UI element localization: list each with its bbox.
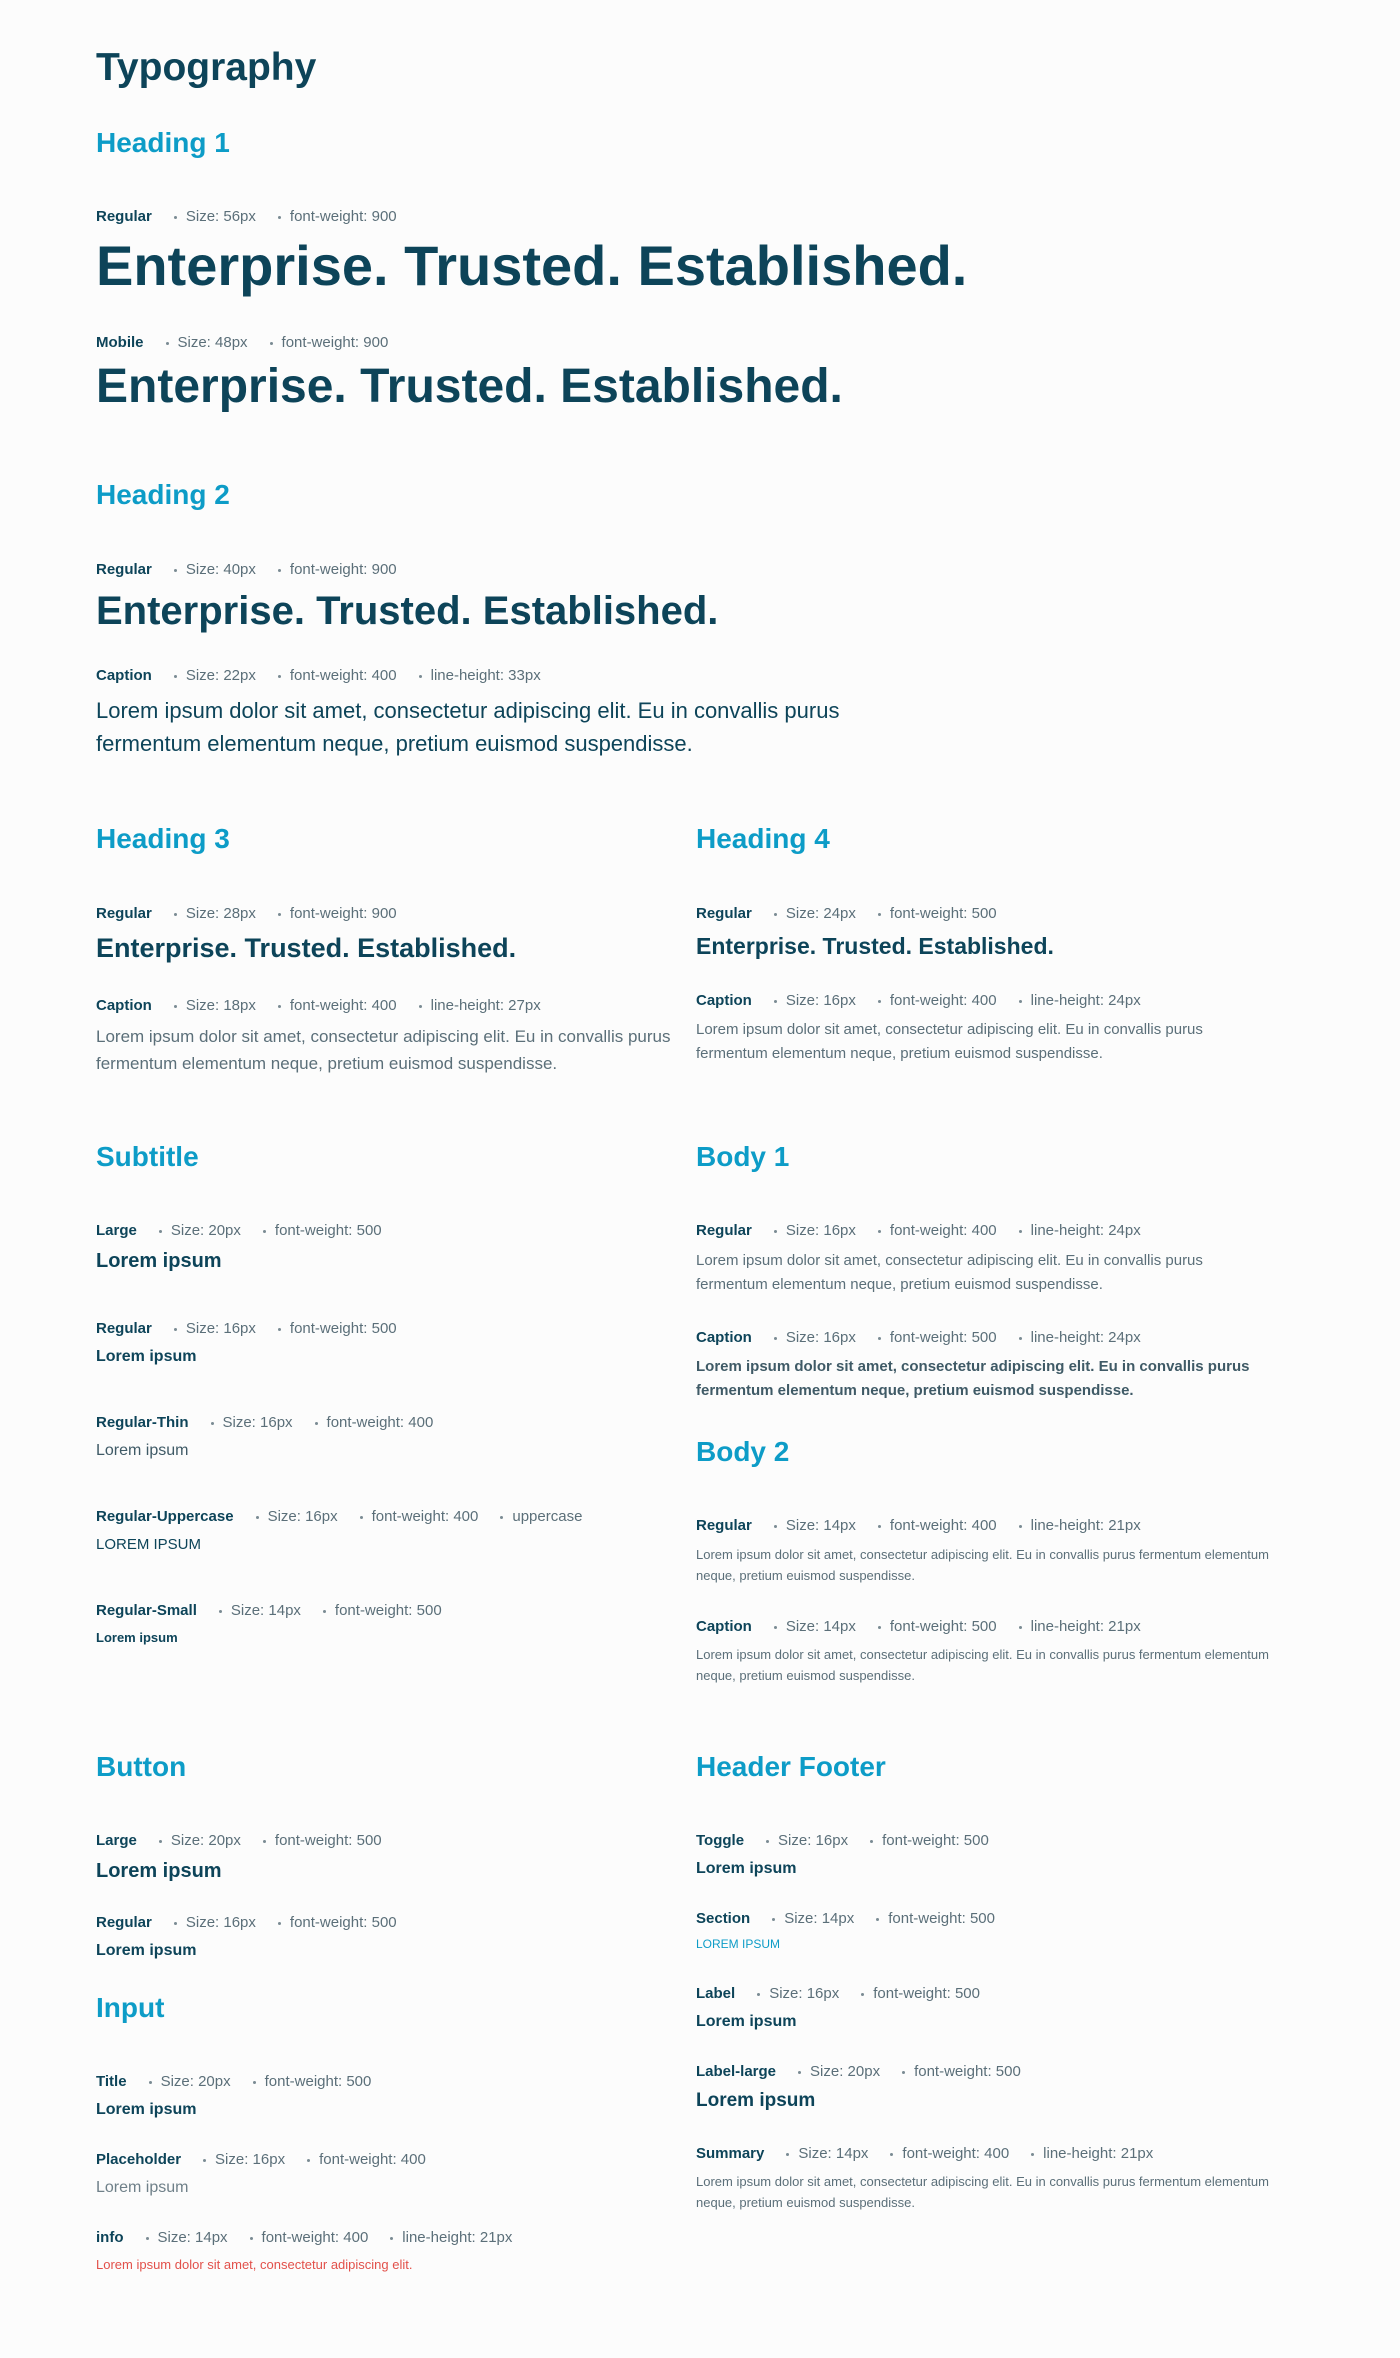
body2-regular-spec <box>696 1517 1163 1534</box>
subtitle-regular-spec <box>96 1320 419 1337</box>
subtitle-thin-sample: Lorem ipsum <box>96 1442 189 1459</box>
hf-section-sample: LOREM IPSUM <box>696 1937 781 1951</box>
spec-size: Size: 48px <box>166 334 248 351</box>
spec-label: Caption <box>96 997 152 1014</box>
h3-regular-spec <box>96 905 419 922</box>
spec-line-height: line-height: 24px <box>1019 1222 1141 1239</box>
spec-size: Size: 40px <box>174 561 256 578</box>
spec-label: Regular <box>96 1320 152 1337</box>
body-2-title: Body 2 <box>696 1436 790 1467</box>
spec-size: Size: 18px <box>174 997 256 1014</box>
spec-label: Large <box>96 1832 137 1849</box>
spec-label: Placeholder <box>96 2151 182 2168</box>
hf-toggle-spec <box>696 1832 1011 1849</box>
spec-weight: font-weight: 400 <box>278 997 397 1014</box>
h1-regular-spec <box>96 208 419 225</box>
spec-label: Regular <box>696 1517 752 1534</box>
body2-caption-spec <box>696 1618 1163 1635</box>
spec-size: Size: 24px <box>774 905 856 922</box>
spec-size: Size: 20px <box>159 1832 241 1849</box>
subtitle-large-sample: Lorem ipsum <box>96 1250 222 1272</box>
hf-summary-sample: Lorem ipsum dolor sit amet, consectetur adipiscing elit. Eu in convallis purus fermentum elementum neque, pretium euismod suspendisse. <box>696 2174 1269 2210</box>
spec-weight: font-weight: 400 <box>878 1517 997 1534</box>
spec-label: Caption <box>96 667 152 684</box>
spec-label: Regular-Small <box>96 1602 197 1619</box>
body2-regular-sample: Lorem ipsum dolor sit amet, consectetur adipiscing elit. Eu in convallis purus fermentum elementum neque, pretium euismod suspendisse. <box>696 1547 1269 1583</box>
spec-line-height: line-height: 33px <box>419 667 541 684</box>
spec-size: Size: 20px <box>149 2073 231 2090</box>
body1-caption-sample: Lorem ipsum dolor sit amet, consectetur adipiscing elit. Eu in convallis purus fermentum elementum neque, pretium euismod suspendisse. <box>696 1358 1250 1399</box>
subtitle-regular-sample: Lorem ipsum <box>96 1348 197 1365</box>
input-info-sample: Lorem ipsum dolor sit amet, consectetur adipiscing elit. <box>96 2257 413 2272</box>
heading-2-title: Heading 2 <box>96 479 230 510</box>
spec-weight: font-weight: 400 <box>307 2151 426 2168</box>
spec-label: Title <box>96 2073 127 2090</box>
spec-weight: font-weight: 400 <box>360 1508 479 1525</box>
h4-caption-spec <box>696 992 1163 1009</box>
subtitle-title: Subtitle <box>96 1141 199 1172</box>
spec-label: Caption <box>696 1618 752 1635</box>
spec-weight: font-weight: 500 <box>263 1222 382 1239</box>
spec-label: Regular-Thin <box>96 1414 189 1431</box>
spec-size: Size: 14px <box>774 1517 856 1534</box>
input-title-sample: Lorem ipsum <box>96 2101 197 2118</box>
input-placeholder-spec <box>96 2151 448 2168</box>
h4-regular-sample: Enterprise. Trusted. Established. <box>696 933 1054 959</box>
spec-weight: font-weight: 900 <box>278 905 397 922</box>
spec-label: Regular <box>96 561 152 578</box>
spec-line-height: line-height: 24px <box>1019 1329 1141 1346</box>
spec-size: Size: 20px <box>798 2063 880 2080</box>
spec-line-height: line-height: 21px <box>1031 2145 1153 2162</box>
spec-line-height: line-height: 27px <box>419 997 541 1014</box>
spec-size: Size: 16px <box>774 1222 856 1239</box>
h3-caption-spec <box>96 997 563 1014</box>
spec-weight: font-weight: 500 <box>878 905 997 922</box>
spec-weight: font-weight: 500 <box>263 1832 382 1849</box>
spec-weight: font-weight: 500 <box>878 1618 997 1635</box>
spec-label: Regular <box>96 905 152 922</box>
spec-weight: font-weight: 500 <box>323 1602 442 1619</box>
subtitle-uppercase-spec <box>96 1508 604 1525</box>
spec-label: Regular <box>696 905 752 922</box>
spec-size: Size: 56px <box>174 208 256 225</box>
spec-label: Regular-Uppercase <box>96 1508 234 1525</box>
subtitle-uppercase-sample: LOREM IPSUM <box>96 1536 202 1553</box>
h2-regular-spec <box>96 561 419 578</box>
spec-size: Size: 14px <box>786 2145 868 2162</box>
spec-weight: font-weight: 900 <box>270 334 389 351</box>
button-regular-spec <box>96 1914 419 1931</box>
spec-size: Size: 16px <box>774 1329 856 1346</box>
spec-weight: font-weight: 500 <box>278 1320 397 1337</box>
hf-section-spec <box>696 1910 1017 1927</box>
spec-label: Large <box>96 1222 137 1239</box>
hf-toggle-sample: Lorem ipsum <box>696 1860 797 1877</box>
subtitle-thin-spec <box>96 1414 455 1431</box>
heading-3-title: Heading 3 <box>96 823 230 854</box>
spec-weight: font-weight: 500 <box>861 1985 980 2002</box>
spec-size: Size: 28px <box>174 905 256 922</box>
hf-label-spec <box>696 1985 1002 2002</box>
spec-weight: font-weight: 400 <box>878 992 997 1009</box>
body1-regular-sample: Lorem ipsum dolor sit amet, consectetur adipiscing elit. Eu in convallis purus fermentum elementum neque, pretium euismod suspendisse. <box>696 1252 1203 1293</box>
button-title: Button <box>96 1751 187 1782</box>
h4-caption-sample: Lorem ipsum dolor sit amet, consectetur adipiscing elit. Eu in convallis purus fermentum elementum neque, pretium euismod suspendisse. <box>696 1021 1203 1062</box>
spec-weight: font-weight: 400 <box>878 1222 997 1239</box>
h2-caption-sample: Lorem ipsum dolor sit amet, consectetur adipiscing elit. Eu in convallis purus fermentum elementum neque, pretium euismod suspendisse. <box>96 698 840 756</box>
hf-label-sample: Lorem ipsum <box>696 2013 797 2030</box>
spec-weight: font-weight: 500 <box>902 2063 1021 2080</box>
header-footer-title: Header Footer <box>696 1751 886 1782</box>
spec-weight: font-weight: 500 <box>870 1832 989 1849</box>
spec-weight: font-weight: 400 <box>250 2229 369 2246</box>
button-large-sample: Lorem ipsum <box>96 1860 222 1882</box>
spec-label: Regular <box>96 208 152 225</box>
spec-line-height: line-height: 21px <box>1019 1618 1141 1635</box>
button-large-spec <box>96 1832 404 1849</box>
spec-transform: uppercase <box>500 1508 582 1525</box>
spec-size: Size: 16px <box>174 1320 256 1337</box>
spec-label: info <box>96 2229 124 2246</box>
input-title-spec <box>96 2073 393 2090</box>
spec-weight: font-weight: 400 <box>278 667 397 684</box>
spec-label: Regular <box>96 1914 152 1931</box>
spec-weight: font-weight: 900 <box>278 208 397 225</box>
spec-size: Size: 14px <box>146 2229 228 2246</box>
spec-line-height: line-height: 21px <box>1019 1517 1141 1534</box>
spec-label: Section <box>696 1910 751 1927</box>
subtitle-large-spec <box>96 1222 404 1239</box>
h4-regular-spec <box>696 905 1019 922</box>
spec-size: Size: 16px <box>757 1985 839 2002</box>
spec-label: Mobile <box>96 334 144 351</box>
page-title: Typography <box>96 46 317 89</box>
hf-label-large-spec <box>696 2063 1043 2080</box>
spec-size: Size: 16px <box>766 1832 848 1849</box>
hf-summary-spec <box>696 2145 1175 2162</box>
button-regular-sample: Lorem ipsum <box>96 1942 197 1959</box>
spec-weight: font-weight: 400 <box>315 1414 434 1431</box>
spec-size: Size: 14px <box>774 1618 856 1635</box>
spec-size: Size: 14px <box>219 1602 301 1619</box>
h1-mobile-sample: Enterprise. Trusted. Established. <box>96 360 843 413</box>
hf-label-large-sample: Lorem ipsum <box>696 2090 816 2111</box>
spec-weight: font-weight: 900 <box>278 561 397 578</box>
spec-size: Size: 20px <box>159 1222 241 1239</box>
spec-line-height: line-height: 24px <box>1019 992 1141 1009</box>
spec-label: Toggle <box>696 1832 745 1849</box>
spec-weight: font-weight: 500 <box>878 1329 997 1346</box>
input-placeholder-sample: Lorem ipsum <box>96 2179 189 2196</box>
subtitle-small-sample: Lorem ipsum <box>96 1630 178 1645</box>
h1-regular-sample: Enterprise. Trusted. Established. <box>96 234 968 297</box>
spec-size: Size: 16px <box>203 2151 285 2168</box>
body2-caption-sample: Lorem ipsum dolor sit amet, consectetur adipiscing elit. Eu in convallis purus fermentum elementum neque, pretium euismod suspendisse. <box>696 1647 1269 1683</box>
spec-size: Size: 16px <box>774 992 856 1009</box>
subtitle-small-spec <box>96 1602 464 1619</box>
spec-label: Summary <box>696 2145 765 2162</box>
spec-weight: font-weight: 500 <box>253 2073 372 2090</box>
body-1-title: Body 1 <box>696 1141 790 1172</box>
input-title: Input <box>96 1992 165 2023</box>
spec-size: Size: 16px <box>211 1414 293 1431</box>
input-info-spec <box>96 2229 534 2246</box>
spec-weight: font-weight: 400 <box>890 2145 1009 2162</box>
spec-size: Size: 16px <box>256 1508 338 1525</box>
spec-size: Size: 16px <box>174 1914 256 1931</box>
h3-caption-sample: Lorem ipsum dolor sit amet, consectetur adipiscing elit. Eu in convallis purus fermentum elementum neque, pretium euismod suspendisse. <box>96 1027 671 1073</box>
heading-4-title: Heading 4 <box>696 823 830 854</box>
spec-weight: font-weight: 500 <box>876 1910 995 1927</box>
h2-caption-spec <box>96 667 563 684</box>
spec-label: Caption <box>696 1329 752 1346</box>
h1-mobile-spec <box>96 334 410 351</box>
body1-regular-spec <box>696 1222 1163 1239</box>
spec-line-height: line-height: 21px <box>390 2229 512 2246</box>
heading-1-title: Heading 1 <box>96 127 230 158</box>
spec-label: Label-large <box>696 2063 777 2080</box>
h3-regular-sample: Enterprise. Trusted. Established. <box>96 933 517 963</box>
spec-label: Caption <box>696 992 752 1009</box>
spec-size: Size: 22px <box>174 667 256 684</box>
spec-weight: font-weight: 500 <box>278 1914 397 1931</box>
spec-size: Size: 14px <box>772 1910 854 1927</box>
spec-label: Regular <box>696 1222 752 1239</box>
body1-caption-spec <box>696 1329 1163 1346</box>
h2-regular-sample: Enterprise. Trusted. Established. <box>96 589 719 633</box>
spec-label: Label <box>696 1985 736 2002</box>
